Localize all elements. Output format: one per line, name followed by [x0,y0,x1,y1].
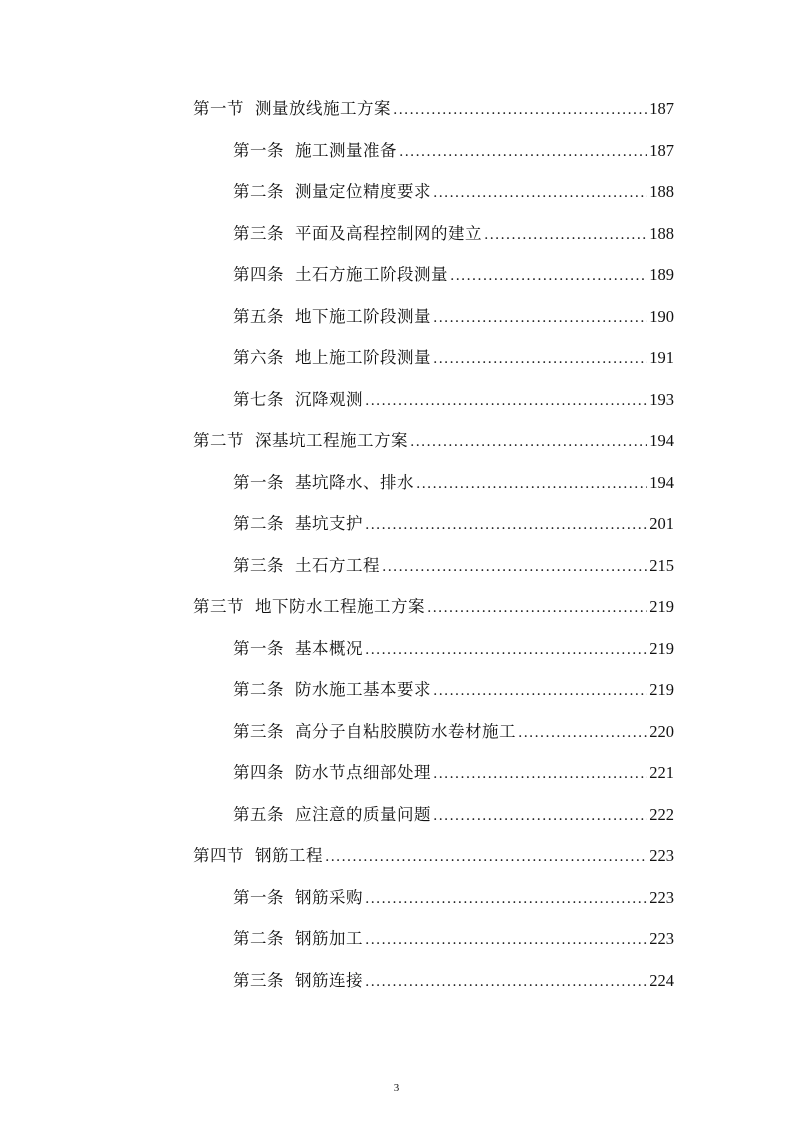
toc-entry-title: 地下施工阶段测量 [295,307,431,326]
toc-entry-item[interactable] [233,555,674,578]
toc-entry-number: 第五条 [233,307,284,326]
toc-entry-page: 220 [649,722,674,741]
toc-dot-leader [433,680,647,702]
toc-entry-section[interactable] [193,596,674,619]
toc-entry-item[interactable] [233,804,674,827]
toc-entry-section[interactable] [193,845,674,868]
toc-dot-leader [433,763,647,785]
toc-entry-title: 深基坑工程施工方案 [255,431,408,450]
toc-entry-page: 222 [649,805,674,824]
toc-entry-number: 第七条 [233,390,284,409]
toc-entry-title: 土石方施工阶段测量 [295,265,448,284]
toc-entry-page: 219 [649,639,674,658]
toc-entry-title: 施工测量准备 [295,141,397,160]
toc-entry-item[interactable] [233,347,674,370]
toc-entry-item[interactable] [233,389,674,412]
toc-entry-section[interactable] [193,98,674,121]
toc-entry-page: 219 [649,597,674,616]
toc-entry-number: 第三条 [233,556,284,575]
toc-dot-leader [433,307,647,329]
toc-entry-item[interactable] [233,472,674,495]
toc-entry-title: 地下防水工程施工方案 [255,597,425,616]
toc-dot-leader [433,348,647,370]
toc-entry-title: 钢筋加工 [295,929,363,948]
toc-entry-number: 第二条 [233,929,284,948]
toc-entry-item[interactable] [233,721,674,744]
toc-entry-title: 钢筋连接 [295,971,363,990]
toc-entry-page: 189 [649,265,674,284]
toc-entry-title: 基本概况 [295,639,363,658]
toc-entry-section[interactable] [193,430,674,453]
toc-entry-item[interactable] [233,223,674,246]
toc-dot-leader [399,141,647,163]
toc-entry-page: 221 [649,763,674,782]
toc-entry-number: 第一条 [233,473,284,492]
toc-entry-number: 第四条 [233,265,284,284]
toc-entry-item[interactable] [233,140,674,163]
toc-entry-page: 188 [649,224,674,243]
toc-dot-leader [433,182,647,204]
toc-entry-number: 第五条 [233,805,284,824]
toc-entry-number: 第二条 [233,680,284,699]
toc-dot-leader [416,473,647,495]
toc-dot-leader [382,556,647,578]
toc-entry-number: 第二条 [233,514,284,533]
toc-dot-leader [518,722,647,744]
toc-dot-leader [365,390,647,412]
toc-entry-page: 188 [649,182,674,201]
toc-entry-title: 基坑降水、排水 [295,473,414,492]
toc-entry-item[interactable] [233,970,674,993]
toc-dot-leader [325,846,647,868]
toc-entry-page: 223 [649,929,674,948]
toc-entry-page: 223 [649,846,674,865]
toc-entry-number: 第一节 [193,99,244,118]
toc-entry-title: 平面及高程控制网的建立 [295,224,482,243]
toc-entry-page: 190 [649,307,674,326]
toc-dot-leader [365,929,647,951]
toc-entry-number: 第一条 [233,888,284,907]
toc-entry-item[interactable] [233,513,674,536]
toc-dot-leader [484,224,647,246]
toc-entry-item[interactable] [233,928,674,951]
toc-entry-number: 第三条 [233,224,284,243]
toc-dot-leader [450,265,647,287]
toc-entry-number: 第一条 [233,141,284,160]
toc-dot-leader [365,639,647,661]
toc-entry-title: 钢筋采购 [295,888,363,907]
toc-entry-page: 219 [649,680,674,699]
toc-entry-page: 215 [649,556,674,575]
toc-entry-number: 第三节 [193,597,244,616]
toc-entry-item[interactable] [233,181,674,204]
toc-entry-number: 第六条 [233,348,284,367]
toc-entry-title: 地上施工阶段测量 [295,348,431,367]
toc-entry-item[interactable] [233,264,674,287]
toc-entry-item[interactable] [233,638,674,661]
toc-entry-title: 防水施工基本要求 [295,680,431,699]
toc-entry-page: 187 [649,141,674,160]
toc-dot-leader [393,99,647,121]
toc-entry-page: 194 [649,431,674,450]
toc-entry-page: 224 [649,971,674,990]
toc-entry-page: 187 [649,99,674,118]
toc-entry-item[interactable] [233,306,674,329]
toc-entry-number: 第二条 [233,182,284,201]
toc-entry-page: 193 [649,390,674,409]
toc-entry-title: 土石方工程 [295,556,380,575]
toc-entry-number: 第四条 [233,763,284,782]
toc-entry-number: 第四节 [193,846,244,865]
toc-entry-title: 应注意的质量问题 [295,805,431,824]
toc-dot-leader [365,888,647,910]
toc-dot-leader [427,597,647,619]
toc-entry-number: 第二节 [193,431,244,450]
toc-entry-page: 194 [649,473,674,492]
toc-entry-title: 测量放线施工方案 [255,99,391,118]
toc-entry-title: 防水节点细部处理 [295,763,431,782]
page-number: 3 [393,1082,400,1094]
toc-entry-number: 第三条 [233,971,284,990]
toc-entry-item[interactable] [233,762,674,785]
toc-entry-page: 201 [649,514,674,533]
toc-entry-title: 高分子自粘胶膜防水卷材施工 [295,722,516,741]
toc-entry-page: 223 [649,888,674,907]
toc-dot-leader [365,514,647,536]
toc-dot-leader [365,971,647,993]
toc-dot-leader [433,805,647,827]
toc-entry-title: 基坑支护 [295,514,363,533]
toc-entry-number: 第三条 [233,722,284,741]
toc-entry-title: 测量定位精度要求 [295,182,431,201]
toc-entry-title: 钢筋工程 [255,846,323,865]
toc-entry-title: 沉降观测 [295,390,363,409]
toc-entry-item[interactable] [233,679,674,702]
toc-dot-leader [410,431,647,453]
toc-entry-number: 第一条 [233,639,284,658]
toc-entry-page: 191 [649,348,674,367]
toc-entry-item[interactable] [233,887,674,910]
